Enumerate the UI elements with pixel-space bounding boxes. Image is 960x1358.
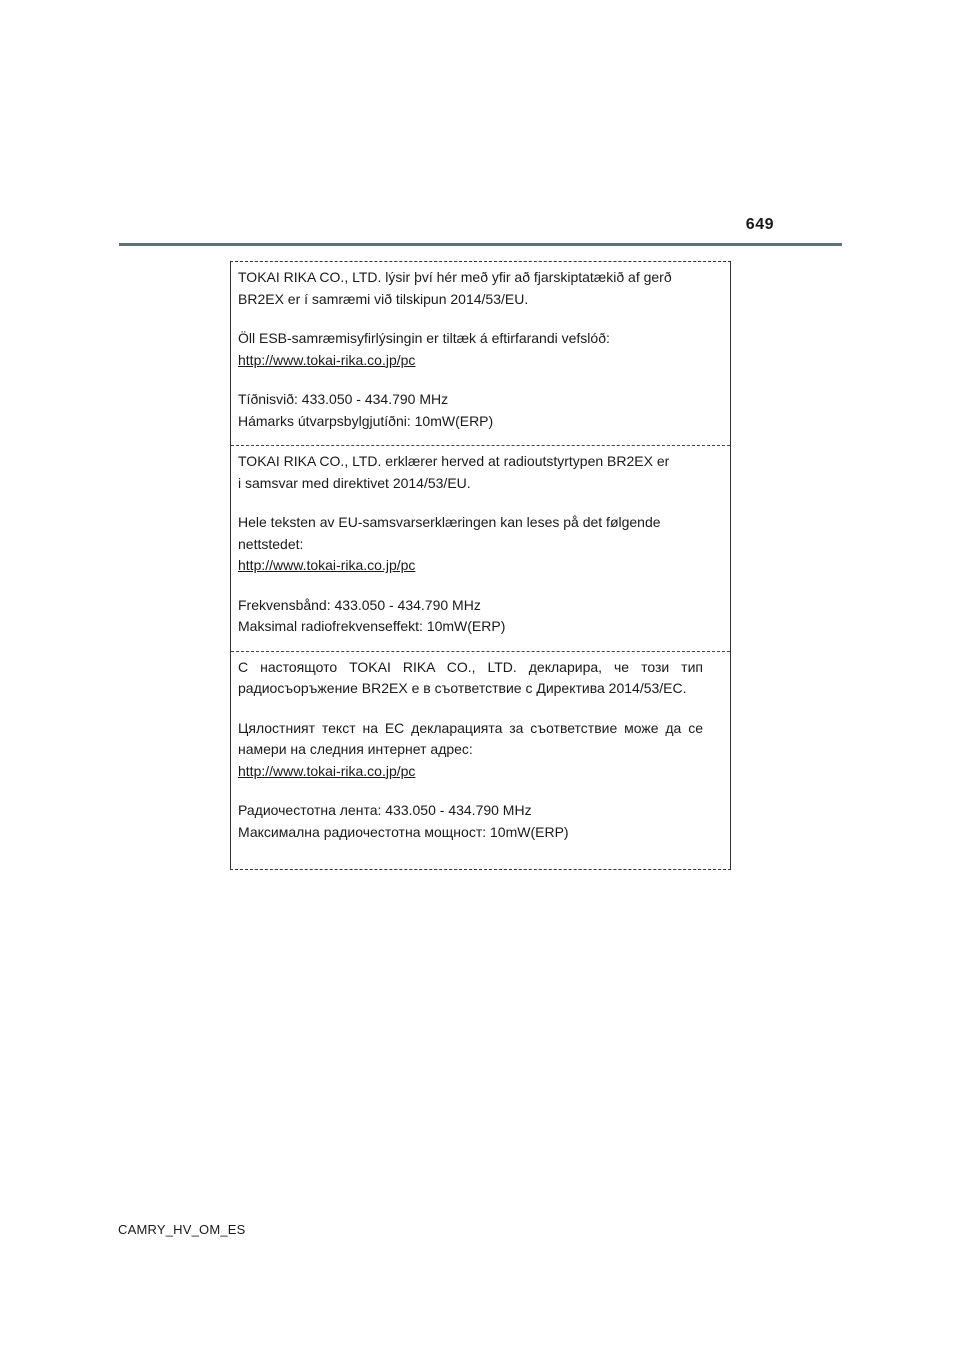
declaration-text [238, 451, 703, 494]
notice-section-norwegian [231, 445, 730, 651]
declaration-url-link[interactable]: http://www.tokai-rika.co.jp/pc [238, 762, 416, 779]
url-intro: Öll ESB-samræmisyfirlýsingin er tiltæk á eftirfarandi vefslóð: [238, 330, 610, 346]
url-paragraph [238, 512, 703, 577]
specs-paragraph [238, 595, 703, 638]
url-paragraph [238, 328, 703, 371]
url-intro: Цялостният текст на ЕС декларацията за съответствие може да се намери на следния интернет адрес: [238, 719, 703, 757]
specs-paragraph [238, 800, 703, 843]
declaration-url-link[interactable]: http://www.tokai-rika.co.jp/pc [238, 351, 416, 368]
frequency-band: Tíðnisvið: 433.050 - 434.790 MHz [238, 391, 449, 407]
frequency-band: Радиочестотна лента: 433.050 - 434.790 MHz [238, 802, 532, 818]
max-power: Максимална радиочестотна мощност: 10mW(ERP) [238, 823, 569, 840]
frequency-band: Frekvensbånd: 433.050 - 434.790 MHz [238, 596, 481, 613]
declaration-line: BR2EX er í samræmi við tilskipun 2014/53/EU. [238, 290, 529, 307]
specs-paragraph [238, 389, 703, 432]
compliance-notice-box [230, 261, 731, 870]
max-power: Hámarks útvarpsbylgjutíðni: 10mW(ERP) [238, 412, 494, 429]
max-power: Maksimal radiofrekvenseffekt: 10mW(ERP) [238, 618, 506, 634]
header-rule [119, 243, 842, 246]
footer-document-code: CAMRY_HV_OM_ES [118, 1222, 246, 1237]
declaration-line: i samsvar med direktivet 2014/53/EU. [238, 474, 471, 491]
declaration-url-link[interactable]: http://www.tokai-rika.co.jp/pc [238, 557, 416, 573]
declaration-line: TOKAI RIKA CO., LTD. lýsir því hér með yfir að fjarskiptatækið af gerð [238, 269, 672, 285]
url-intro: nettstedet: [238, 535, 304, 552]
notice-section-bulgarian [231, 651, 730, 870]
page-number: 649 [745, 216, 774, 233]
declaration-text [238, 267, 703, 310]
url-paragraph [238, 718, 703, 783]
url-intro: Hele teksten av EU-samsvarserklæringen kan leses på det følgende [238, 514, 661, 530]
declaration-text: С настоящото TOKAI RIKA CO., LTD. декларира, че този тип радиосъоръжение BR2EX е в съответствие с Директива 2014/53/ЕС. [238, 658, 703, 696]
notice-section-icelandic [231, 262, 730, 445]
declaration-line: TOKAI RIKA CO., LTD. erklærer herved at radioutstyrtypen BR2EX er [238, 453, 670, 469]
